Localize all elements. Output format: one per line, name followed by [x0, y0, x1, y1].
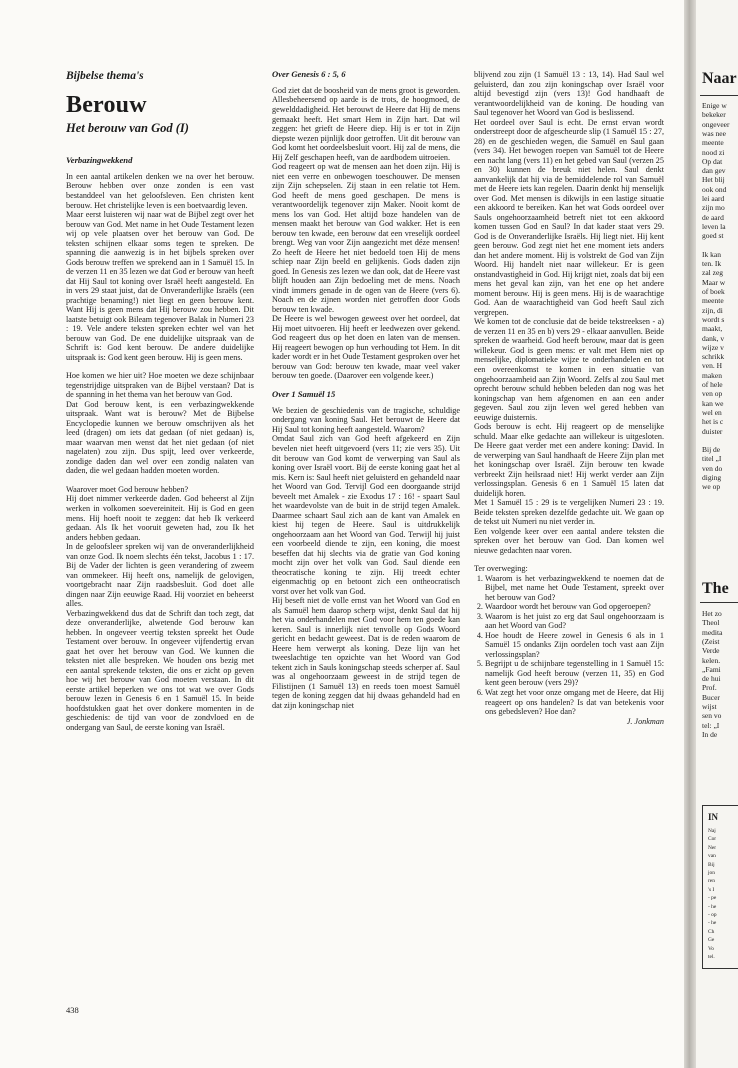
- text-line: ven. H: [702, 361, 722, 371]
- title-rule: [700, 95, 738, 96]
- text-line: wijze v: [702, 342, 724, 352]
- text-line: Het zo: [702, 609, 722, 618]
- text-line: Het blij: [702, 175, 725, 185]
- text-line: ren: [708, 878, 715, 885]
- right-page-title: Naar: [702, 70, 737, 87]
- paragraph: In de geloofsleer spreken wij van de onveranderlijkheid van onze God. Ik noem slechts één tekst, Jacobus 1 : 17. Bij de Vader der lichten is geen verandering of zweem van ommekeer. Hij heeft ons, namelijk de gelovigen, voortgebracht naar Zijn raadsbesluit. God doet alle dingen naar Zijn eeuwige Raad. Hij voorziet en beheerst alles.: [66, 542, 254, 609]
- text-line: Op dat: [702, 156, 723, 166]
- paragraph: Een volgende keer over een aantal andere teksten die spreken over het berouw van God. Dan komen wel nieuwe gedachten naar voren.: [474, 526, 664, 555]
- paragraph: We bezien de geschiedenis van de tragische, schuldige ondergang van koning Saul. Het berouwt de Heere dat Hij Saul tot koning heeft aangesteld. Waarom?: [272, 405, 460, 434]
- series-kicker: Bijbelse thema's: [66, 70, 144, 82]
- text-line: ven op: [702, 389, 723, 399]
- right-page-edge: [696, 0, 738, 1068]
- text-line: Enige w: [702, 101, 727, 110]
- text-line: de aard: [702, 212, 724, 222]
- text-line: „Fami: [702, 664, 721, 674]
- text-line: maken: [702, 370, 722, 380]
- text-line: bekeker: [702, 110, 726, 120]
- paragraph: In een aantal artikelen denken we na over het berouw. Berouw hebben over onze zonden is een vast bestanddeel van het geloofsleven. Een christen kent berouw. Het christelijke leven is een boetvaardig leven.: [66, 171, 254, 210]
- section-heading: Over Genesis 6 : 5, 6: [272, 69, 346, 79]
- text-line: Bucer: [702, 692, 720, 702]
- article-title: Berouw: [66, 92, 147, 118]
- page-number: 438: [66, 1005, 79, 1015]
- text-line: - pe: [708, 895, 717, 902]
- text-line: ten. Ik: [702, 259, 722, 269]
- text-line: diging: [702, 473, 722, 482]
- question-item: 3. Waarom is het juist zo erg dat Saul ongehoorzaam is aan het Woord van God?: [485, 612, 664, 631]
- paragraph: De Heere is wel bewogen geweest over het oordeel, dat Hij moet uitvoeren. Hij heeft er leedwezen over gekend. God reageert dus op het doen en laten van de mensen. Hij reageert bewogen op hun verhouding tot Hem. In dit kader wordt er in het Oude Testament gesproken over het berouw van God: berouw ten kwade, maar veel vaker berouw ten goede. (Daarover een volgende keer.): [272, 314, 460, 381]
- text-line: titel „I: [702, 454, 722, 464]
- text-line: dan gev: [702, 166, 726, 176]
- text-line: nood zi: [702, 147, 725, 157]
- text-line: zal zeg: [702, 268, 724, 278]
- text-line: het is c: [702, 417, 724, 427]
- paragraph: Het oordeel over Saul is echt. De ernst ervan wordt onderstreept door de afgescheurde slip (1 Samuël 15 : 27, 28) en de geschieden wegen, die Samuël en Saul gaan (vers 34). Het bewogen roepen van Samuël tot de Heere een nacht lang (vers 11) en het gebed van Saul (verzen 25 en 30) kunnen de breuk niet helen. Saul denkt aanvankelijk dat hij via de bemiddelende rol van Samuël met de Heere iets kan regelen. Daarin denkt hij menselijk over God. Met mensen is dikwijls in een lastige situatie een akkoord te bereiken. Kan het wat Gods oordeel over Sauls ongehoorzaamheid betreft niet tot een akkoord komen tussen God en Saul? In dat kader staat vers 29. God is de Onveranderlijke Israëls. Hij liegt niet. Hij kent geen berouw. God zegt niet het ene moment iets anders dan het andere moment. Hij is volstrekt de God van Zijn Woord. Hij handelt niet naar willekeur. Er is geen onstandvastigheid in God. Hij krijgt niet, zoals dat bij een mens het geval kan zijn, van het ene op het andere moment berouw. Hij is geen mens. Hij is de waarachtige God. Aan de waarachtigheid van God heeft Saul zich vergrepen.: [474, 117, 664, 317]
- text-line: was nee: [702, 128, 726, 138]
- text-line: medita: [702, 627, 723, 637]
- text-line: - he: [708, 920, 717, 927]
- section-heading: Verbazingwekkend: [66, 155, 133, 165]
- question-item: 4. Hoe houdt de Heere zowel in Genesis 6 als in 1 Samuël 15 ondanks Zijn oordelen toch vast aan Zijn verlossingsplan?: [485, 631, 664, 660]
- text-line: In de: [702, 729, 718, 739]
- questions-title: Ter overweging:: [474, 564, 528, 574]
- text-line: of hele: [702, 380, 723, 389]
- paragraph: Hoe komen we hier uit? Hoe moeten we deze schijnbaar tegenstrijdige uitspraken van de Bijbel verstaan? Dat is de spanning in het thema van het berouw van God.: [66, 371, 254, 400]
- paragraph: Gods berouw is echt. Hij reageert op de menselijke schuld. Maar elke gedachte aan willekeur is uitgesloten. De Heere gaat verder met een andere koning: David. In de verwerping van Saul handhaaft de Heere Zijn plan met het koningschap over Israël. Zijn berouw ten kwade verbreekt Zijn heilsraad niet! Hij werkt verder aan Zijn verlossingsplan. Genesis 6 en 1 Samuël 15 laten dat duidelijk horen.: [474, 422, 664, 498]
- text-line: ook ond: [702, 184, 727, 194]
- text-line: zijn mo: [702, 203, 725, 213]
- text-line: (Zeist: [702, 636, 720, 646]
- text-line: Ch: [708, 928, 715, 935]
- title-rule: [700, 602, 738, 603]
- column-2: [272, 70, 460, 710]
- column-1: [66, 156, 254, 732]
- paragraph: Waarover moet God berouw hebben?: [66, 484, 189, 494]
- text-line: Bij: [708, 861, 715, 868]
- text-line: Vo: [708, 945, 714, 952]
- text-line: wel en: [702, 407, 722, 417]
- text-line: of boek: [702, 287, 725, 296]
- text-line: goed st: [702, 231, 724, 241]
- question-item: 2. Waardoor wordt het berouw van God opgeroepen?: [485, 602, 664, 612]
- question-item: 5. Begrijpt u de schijnbare tegenstelling in 1 Samuël 15: namelijk God heeft berouw (verzen 11, 35) en God kent geen berouw (vers 29)?: [485, 659, 664, 688]
- text-line: tel.: [708, 954, 715, 960]
- text-line: meente: [702, 296, 724, 306]
- text-line: zijn, di: [702, 305, 723, 315]
- text-line: 's I: [708, 886, 715, 893]
- text-line: Theol: [702, 618, 720, 628]
- text-line: sen vo: [702, 711, 722, 721]
- question-item: 6. Wat zegt het voor onze omgang met de Heere, dat Hij reageert op ons handelen? Is dat van betekenis voor ons gebedsleven? Hoe dan?: [485, 688, 664, 717]
- article-subtitle: Het berouw van God (I): [66, 121, 189, 135]
- book-gutter: [684, 0, 696, 1068]
- info-box: [702, 805, 738, 969]
- text-line: kelen.: [702, 655, 721, 665]
- text-line: de hui: [702, 674, 721, 684]
- text-line: dank, v: [702, 333, 725, 343]
- text-line: Cor: [708, 836, 717, 843]
- text-line: - op: [708, 912, 717, 918]
- column-3: [474, 70, 664, 726]
- paragraph: Verbazingwekkend dus dat de Schrift dan toch zegt, dat deze onveranderlijke, alwetende God berouw kan hebben. In ongeveer veertig teksten spreekt het Oude Testament over berouw. In ongeveer vijfendertig ervan gaat het over het berouw van God. We kunnen die teksten niet alle bespreken. We houden ons bezig met een aantal sprekende teksten, die ons er zicht op geven hoe wij het berouw van God moeten verstaan. In dit eerste artikel beperken we ons tot wat we over Gods berouw lezen in Genesis 6 en 1 Samuël 15. In beide hoofdstukken gaat het over donkere momenten in de geschiedenis: de tijd van voor de zondvloed en de ondergang van Saul, de eerste koning van Israël.: [66, 608, 254, 732]
- text-line: ven do: [702, 463, 723, 473]
- paragraph: Hij doet nimmer verkeerde daden. God beheerst al Zijn werken in volkomen soevereiniteit. Hij is God en geen mens. Hij hoeft nooit te zeggen: dat heb Ik verkeerd gedaan. Als Ik het vooruit geweten had, zou Ik het anders hebben gedaan.: [66, 494, 254, 542]
- text-line: schrikk: [702, 352, 725, 362]
- column-2-paragraphs-1: [272, 86, 460, 381]
- text-line: maakt,: [702, 324, 723, 334]
- column-2-paragraphs-2: [272, 406, 460, 711]
- text-line: leven la: [702, 221, 726, 231]
- text-line: kan we: [702, 398, 724, 408]
- paragraph: Omdat Saul zich van God heeft afgekeerd en Zijn bevelen niet heeft uitgevoerd (vers 11; zie vers 35). Uit dit berouw van God komt de verwerping van Saul als koning over Israël voort. Bij de eerste koning gaat het al mis. Kern is: Saul heeft niet geluisterd en gehandeld naar het Woord van God. Tervijl God een doorgaande strijd beveelt met Amalek - zie Exodus 17 : 16! - spaart Saul het waardevolste van de buit in de strijd tegen Amalek. Daarmee schaart Saul zich aan de kant van Amalek en kiest hij tegen de Heere. Saul is uitdrukkelijk ongehoorzaam aan het Woord van God. Terwijl hij juist een voorbeeld diende te zijn, een koning, die moest beseffen dat hij slechts via de gratie van God koning mocht zijn over het volk van God. Saul diende een theocratische koning te zijn. Hij treedt echter eigenmachtig op en betoont zich een ontheocratisch vorst over het volk van God.: [272, 434, 460, 596]
- info-box-title: IN: [708, 812, 719, 822]
- text-line: ongeveer: [702, 119, 730, 129]
- text-line: Prof.: [702, 683, 717, 693]
- right-page-title-2: The: [702, 580, 729, 597]
- text-line: tel: „I: [702, 720, 720, 730]
- text-line: Ik kan: [702, 249, 721, 259]
- paragraph: Maar eerst luisteren wij naar wat de Bijbel zegt over het berouw van God. Met name in het Oude Testament lezen wij op vele plaatsen over het berouw van God. De teksten schijnen elkaar soms tegen te spreken. De spanning die aanwezig is in het bijbels spreken over Gods berouw treffen we sprekend aan in 1 Samuël 15. In de verzen 11 en 35 lezen we dat God er berouw van heeft dat Hij Saul tot koning over Israël heeft aangesteld. En in vers 29 staat juist, dat de Onveranderlijke Israëls (een prachtige benaming!) niet liegt en geen berouw kent. Want Hij is geen mens dat Hij berouw zou hebben. Dit laatste betuigt ook Bileam tegenover Balak in Numeri 23 : 19. Vele andere teksten spreken echter wel van het berouw van God. De ene duidelijke uitspraak van de Schrift is: God kent berouw. De andere duidelijke uitspraak is: God kent geen berouw. Hij is geen mens.: [66, 210, 254, 362]
- paragraph: Hij beseft niet de volle ernst van het Woord van God en als Samuël hem daarop scherp wijst, denkt Saul dat hij het via onderhandelen met God voor hem ten goede kan keren. Saul is innerlijk niet tenvolle op Gods Woord gericht en bedacht geweest. Dat is de reden waarom de Heere hem verwerpt als koning. Deze lijn van het tweeslachtige ten opzichte van het Woord van God tekent zich in Sauls koningschap steeds scherper af. Saul was al ongehoorzaam geweest in de strijd tegen de Filistijnen (1 Samuël 13) en reeds toen moest Samuël tegen de koning zeggen dat hij dwaas gehandeld had en dat zijn koningschap niet: [272, 596, 460, 710]
- text-line: van: [708, 853, 716, 860]
- questions-list: [474, 574, 664, 717]
- column-1-paragraphs: [66, 172, 254, 732]
- section-heading: Over 1 Samuël 15: [272, 388, 336, 399]
- paragraph: God ziet dat de boosheid van de mens groot is geworden. Allesbeheersend op aarde is de trots, de hoogmoed, de gewelddadigheid. Het berouwt de Heere dat Hij de mens gemaakt heeft. Het smart Hem in Zijn hart. Dat wil zeggen: het grieft de Heere diep. Hij is er tot in Zijn diepste wezen pijnlijk door getroffen. Uit dit berouw van God komt het oordeelsbesluit voort. Hij zal de mens, die Hij Zelf geschapen heeft, van de aardbodem uitroeien.: [272, 85, 460, 162]
- text-line: Verde: [702, 646, 720, 656]
- paragraph: We komen tot de conclusie dat de beide tekstreeksen - a) de verzen 11 en 35 en b) vers 29 - elkaar aanvullen. Beide spreken de waarheid. God heeft berouw, maar dat is geen willekeur. God is geen mens: er valt met Hem niet op menselijke, diplomatieke wijze te onderhandelen en tot een overeenkomst te komen in een situatie van ongehoorzaamheid aan Zijn Woord. Zelfs al zou Saul met oprecht berouw schuld hebben beleden dan nog was het koningschap van hem afgenomen en aan een ander gegeven. Saul zou zijn leven wel gered hebben van eeuwige duisternis.: [474, 317, 664, 422]
- text-line: Maar w: [702, 277, 726, 287]
- question-item: 1. Waarom is het verbazingwekkend te noemen dat de Bijbel, met name het Oude Testament, spreekt over het berouw van God?: [485, 574, 664, 603]
- paragraph: Met 1 Samuël 15 : 29 is te vergelijken Numeri 23 : 19. Beide teksten spreken dezelfde gedachte uit. We gaan op de tekst uit Numeri nu niet verder in.: [474, 498, 664, 527]
- text-line: lei aard: [702, 194, 725, 203]
- paragraph: God reageert op wat de mensen aan het doen zijn. Hij is niet een verre en onbewogen toeschouwer. De mensen zijn Zijn schepselen. Zij staan in een relatie tot Hem. God heeft de mens goed geschapen. De mens is verantwoordelijk tegenover zijn Maker. Nooit komt de mens los van God. Het altijd boze handelen van de mensen maakt het berouw van God wakker. Het is een berouw ten kwade, een berouw dat een vreselijk oordeel brengt. Weg van voor Zijn aangezicht met déze mensen! Zo heeft de Heere het niet bedoeld toen Hij de mens schiep naar Zijn beeld en gelijkenis. Gods daden zijn goed. In Genesis zes lezen we dan ook, dat de Heere vast blijft houden aan Zijn bedoeling met de mens. Noach vindt immers genade in de ogen van de Heere (vers 6). Noach en de zijnen worden niet getroffen door Gods berouw ten kwade.: [272, 162, 460, 314]
- paragraph: blijvend zou zijn (1 Samuël 13 : 13, 14). Had Saul wel geluisterd, dan zou zijn koningschap over Israël voor altijd bevestigd zijn (vers 13)! God handhaaft de verantwoordelijkheid van de koning. De houding van Saul tegenover het Woord van God is beslissend.: [474, 70, 664, 118]
- text-line: we op: [702, 482, 721, 492]
- text-line: meente: [702, 138, 724, 148]
- text-line: duister: [702, 426, 723, 436]
- paragraph: Dat God berouw kent, is een verbazingwekkende uitspraak. Want wat is berouw? Met de Bijbelse Encyclopedie kunnen we berouw omschrijven als het leed (dragen) om iets dat gedaan (of niet gedaan) is, maar waarvan men wenst dat het niet gedaan (of niet nagelaten) zou zijn. Dus spijt, leed over verkeerde, zondige daden dan wel over een zondig nalaten van daden, die wel gedaan hadden moeten worden.: [66, 399, 254, 476]
- text-line: wordt s: [702, 314, 725, 324]
- text-line: - he: [708, 903, 717, 910]
- text-line: jon: [708, 870, 715, 876]
- text-line: Ner: [708, 844, 717, 851]
- text-line: Ge: [708, 937, 715, 944]
- text-line: Bij de: [702, 445, 721, 455]
- author-signature: J. Jonkman: [626, 716, 664, 726]
- text-line: Naj: [708, 828, 716, 834]
- column-3-paragraphs: [474, 70, 664, 555]
- text-line: wijst: [702, 702, 717, 711]
